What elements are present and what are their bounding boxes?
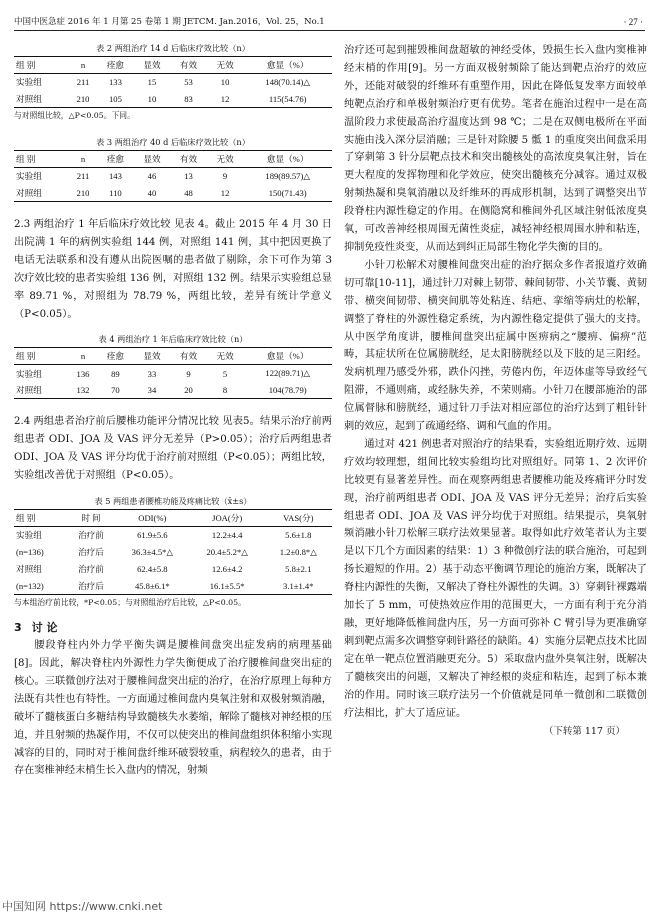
table-row bbox=[14, 74, 332, 91]
table-header-cell: 有效 bbox=[170, 151, 207, 168]
table-cell: 20 bbox=[170, 382, 207, 399]
acupotomy-paragraph: 小针刀松解术对腰椎间盘突出症的治疗据众多作者报道疗效确切可靠[10-11]，通过针刀对棘上韧带、棘间韧带、小关节囊、黄韧带、横突间韧带、横突间肌等处粘连、结疤、挛缩等病灶的松解，调整了脊柱的外源性稳定系统，为内源性稳定提供了强大的支持。从中医学角度讲，腰椎间盘突出症属中医痹病之“腰痹、偏痹”范畴，其症状所在位属膀胱经，足太阳膀胱经以及下肢的足三阳经。发病机理乃感受外邪，跌仆闪挫，劳倦内伤，年迈体虚等导致经气阻滞，不通则痛，或经脉失养，不荣则痛。小针刀在腰部施治的部位属督脉和膀胱经，通过针刀手法对相应部位的治疗达到了粗针针刺的效应，起到了疏通经络、调和气血的作用。 bbox=[344, 259, 647, 433]
table-header-cell: 愈显（%） bbox=[243, 348, 332, 365]
table-cell: 133 bbox=[108, 77, 122, 88]
table-header-cell: 痊愈 bbox=[97, 151, 134, 168]
table-cell: 211 bbox=[76, 171, 90, 182]
table-row bbox=[14, 168, 332, 185]
table-header-cell: 愈显（%） bbox=[243, 57, 332, 74]
table-cell: 实验组 bbox=[16, 77, 42, 88]
table-cell: 20.4±5.2*△ bbox=[206, 546, 248, 557]
table-cell: 115(54.76) bbox=[243, 91, 332, 108]
table-header-row bbox=[14, 348, 332, 365]
table-cell: 210 bbox=[69, 91, 97, 108]
right-column bbox=[344, 42, 647, 740]
table-cell: 13 bbox=[184, 171, 193, 182]
table-cell: 10 bbox=[220, 77, 230, 88]
page-number: · 27 · bbox=[623, 17, 643, 27]
table-header-cell: ODI(%) bbox=[115, 510, 190, 527]
table-4-caption: 表 4 两组治疗 1 年后临床疗效比较（n） bbox=[98, 334, 248, 345]
table-header-cell: 显效 bbox=[134, 348, 171, 365]
table-cell: 189(89.57)△ bbox=[265, 170, 310, 181]
table-header-row bbox=[14, 151, 332, 168]
table-header-cell: 愈显（%） bbox=[243, 151, 332, 168]
table-2-caption: 表 2 两组治疗 14 d 后临床疗效比较（n） bbox=[96, 43, 250, 53]
table-cell: 40 bbox=[134, 185, 171, 202]
table-cell: 33 bbox=[147, 368, 157, 379]
table-4-block bbox=[14, 333, 332, 399]
table-header-row bbox=[14, 510, 332, 527]
table-cell: 1.2±0.8*△ bbox=[279, 546, 317, 557]
table-cell: 122(89.71)△ bbox=[265, 368, 310, 379]
table-cell: 62.4±5.8 bbox=[137, 564, 168, 575]
table-header-cell: 痊愈 bbox=[97, 348, 134, 365]
table-cell: 136 bbox=[76, 368, 90, 379]
results-discussion-paragraph: 通过对 421 例患者对照治疗的结果看，实验组近期疗效、远期疗效均较理想，组间比较实验组均比对照组好。同第 1、2 次评价比较更有显著差异性。而在观察两组患者腰椎功能及疼痛评分时发现，治疗前两组患者 ODI、JOA 及 VAS 评分无差异；治疗后实验组患者 ODI、JOA 及 VAS 评分均优于对照组。结果提示，臭氧射频消融小针刀松解三联疗法效果显著。取得如此疗效笔者认为主要是以下几个方面因素的结果：1）3 种微创疗法的联合施治，可起到扬长避短的作用。2）基于动态平衡调节理论的施治方案，既解决了脊柱内源性的失衡，又解决了脊柱外源性的失调。3）穿刺针裸露端加长了 5 mm，可使热效应作用的范围更大，一方面有利于充分消融，更好地降低椎间盘内压，另一方面可弥补 C 臂引导为更准确穿刺到靶点需多次调整穿刺针路径的缺陷。4）实施分层靶点技术比固定在单一靶点位置消融更充分。5）采取盘内盘外臭氧注射，既解决了髓核突出的问题，又解决了神经根的炎症和粘连，起到了标本兼治的作用。同时该三联疗法另一个价值就是同单一微创和二联微创疗法相比，扩大了适应证。 bbox=[344, 438, 647, 719]
table-cell: 46 bbox=[147, 171, 157, 182]
table-header-cell: 显效 bbox=[134, 57, 171, 74]
table-cell: 5.6±1.8 bbox=[285, 530, 312, 541]
table-header-cell: 痊愈 bbox=[97, 57, 134, 74]
table-cell: 34 bbox=[134, 382, 171, 399]
cnki-watermark: 中国知网 https://www.cnki.net bbox=[2, 900, 163, 913]
table-cell: 对照组 bbox=[14, 382, 69, 399]
discussion-paragraph: 腰段脊柱内外力学平衡失调是腰椎间盘突出症发病的病理基础[8]。因此，解决脊柱内外源性力学失衡便成了治疗腰椎间盘突出症的核心。三联微创疗法对于腰椎间盘突出症的治疗，在治疗原理上每种方法既有共性也有特性。一方面通过椎间盘内臭氧注射和双极射频消融，破坏了髓核蛋白多糖结构导致髓核失水萎缩，解除了髓核对神经根的压迫，并且射频的热凝作用，不仅可以使突出的椎间盘组织体积缩小实现减容的目的，同时对于椎间盘纤维环破裂较重，病程较久的患者，由于存在窦椎神经末梢生长入盘内的情况，射频 bbox=[14, 640, 332, 777]
table-3-caption: 表 3 两组治疗 40 d 后临床疗效比较（n） bbox=[96, 137, 250, 147]
table-header-cell: JOA(分) bbox=[190, 510, 265, 527]
discussion-paragraph-cont: 治疗还可起到摧毁椎间盘超敏的神经受体，毁损生长入盘内窦椎神经末梢的作用[9]。另一方面双极射频除了能达到靶点治疗的效应外，还能对破裂的纤维环有重塑作用，因此在降低复发率方面较单纯靶点治疗和单极射频治疗更有优势。笔者在施治过程中一是在高温阶段力求使最高治疗温度达到 98 ℃；二是在双侧电极所在平面实施由浅入深分层消融；三是针对除腰 5 骶 1 的重度突出间盘采用了穿刺第 3 针分层靶点技术和突出髓核处的高浓度臭氧注射，旨在更大程度的发挥物理和化学效应，使突出髓核充分减容。通过双极射频热凝和臭氧消融以及纤维环的再成形机制，达到了调整突出节段脊柱内源性稳定的作用。在侧隐窝和椎间外孔区域注射低浓度臭氧，可改善神经根周围无菌性炎症，减轻神经根周围水肿和粘连，抑制免疫性炎变，从而达到纠正局部生物化学失衡的目的。 bbox=[344, 45, 647, 253]
table-row bbox=[14, 527, 332, 544]
table-5-block bbox=[14, 495, 332, 609]
table-cell: 211 bbox=[76, 77, 90, 88]
table-cell: 8 bbox=[207, 382, 244, 399]
table-5-note: 与本组治疗前比较，*P<0.05；与对照组治疗后比较，△P<0.05。 bbox=[14, 598, 246, 608]
table-cell: 143 bbox=[108, 171, 122, 182]
table-cell: 132 bbox=[69, 382, 97, 399]
table-cell: 210 bbox=[69, 185, 97, 202]
table-cell: 83 bbox=[170, 91, 207, 108]
table-cell: 150(71.43) bbox=[243, 185, 332, 202]
table-header-cell: VAS(分) bbox=[265, 510, 332, 527]
table-cell: 15 bbox=[147, 77, 157, 88]
table-cell: 对照组 bbox=[14, 91, 69, 108]
table-header-cell: 有效 bbox=[170, 57, 207, 74]
table-header-cell: 组 别 bbox=[14, 510, 67, 527]
table-header-cell: 有效 bbox=[170, 348, 207, 365]
section-title: 讨 论 bbox=[31, 621, 58, 635]
table-cell: 70 bbox=[97, 382, 134, 399]
table-cell: 110 bbox=[97, 185, 134, 202]
table-header-cell: n bbox=[69, 151, 97, 168]
table-row bbox=[14, 544, 332, 561]
table-cell: (n=136) bbox=[16, 547, 44, 558]
table-cell: 16.1±5.5* bbox=[190, 578, 265, 595]
table-cell: 12 bbox=[207, 185, 244, 202]
table-cell: 53 bbox=[184, 77, 193, 88]
table-cell: 对照组 bbox=[16, 564, 42, 575]
table-cell: 48 bbox=[170, 185, 207, 202]
running-header bbox=[14, 15, 645, 31]
table-cell: 5.8±2.1 bbox=[285, 564, 312, 575]
table-row bbox=[14, 382, 332, 399]
table-header-cell: 显效 bbox=[134, 151, 171, 168]
table-2-note: 与对照组比较，△P<0.05。下同。 bbox=[14, 111, 135, 120]
table-row bbox=[14, 365, 332, 382]
table-cell: 89 bbox=[111, 368, 120, 379]
table-cell: 105 bbox=[97, 91, 134, 108]
left-column bbox=[14, 42, 332, 780]
table-cell: (n=132) bbox=[14, 578, 67, 595]
table-3 bbox=[14, 150, 332, 202]
table-row bbox=[14, 561, 332, 578]
section-2-3-paragraph: 2.3 两组治疗 1 年后临床疗效比较 见表 4。截止 2015 年 4 月 30 日出院满 1 年的病例实验组 144 例，对照组 141 例，其中把因更换了电话无法联系和没有遵从出院医嘱的患者做了剔除，余下可作为第 3 次疗效比较的患者实验组 136 例，对照组 132 例。结果示实验组总显率 89.71 %，对照组为 78.79 %，两组比较，差异有统计学意义（P<0.05）。 bbox=[14, 219, 332, 320]
table-2 bbox=[14, 56, 332, 108]
table-header-cell: 组 别 bbox=[14, 151, 69, 168]
table-cell: 5 bbox=[222, 368, 228, 379]
table-cell: 104(78.79) bbox=[243, 382, 332, 399]
table-cell: 12.6±4.2 bbox=[211, 564, 243, 575]
table-cell: 治疗后 bbox=[67, 578, 115, 595]
table-cell: 12 bbox=[207, 91, 244, 108]
table-2-block bbox=[14, 42, 332, 122]
table-cell: 实验组 bbox=[16, 171, 42, 182]
table-header-cell: n bbox=[69, 348, 97, 365]
table-header-cell: 无效 bbox=[207, 151, 244, 168]
table-cell: 3.1±1.4* bbox=[265, 578, 332, 595]
table-header-cell: 无效 bbox=[207, 348, 244, 365]
table-header-row bbox=[14, 57, 332, 74]
table-cell: 9 bbox=[222, 171, 228, 182]
continued-note: （下转第 117 页） bbox=[543, 726, 625, 738]
table-row bbox=[14, 578, 332, 595]
section-number: 3 bbox=[14, 621, 22, 635]
table-header-cell: n bbox=[69, 57, 97, 74]
table-cell: 9 bbox=[186, 368, 191, 379]
table-5-caption: 表 5 两组患者腰椎功能及疼痛比较（x̄±s） bbox=[94, 496, 252, 507]
table-cell: 治疗前 bbox=[78, 564, 104, 575]
table-cell: 12.2±4.4 bbox=[211, 530, 243, 541]
section-2-4-paragraph: 2.4 两组患者治疗前后腰椎功能评分情况比较 见表5。结果示治疗前两组患者 ODI、JOA 及 VAS 评分无差异（P>0.05）；治疗后两组患者 ODI、JOA 及 VAS 评分均优于治疗前对照组（P<0.05）；两组比较，实验组改善优于对照组（P<0.05）。 bbox=[14, 416, 332, 482]
table-cell: 对照组 bbox=[14, 185, 69, 202]
table-3-block bbox=[14, 136, 332, 202]
table-cell: 61.9±5.6 bbox=[137, 530, 168, 541]
table-cell: 实验组 bbox=[16, 530, 42, 541]
table-cell: 实验组 bbox=[16, 368, 42, 379]
table-header-cell: 无效 bbox=[207, 57, 244, 74]
journal-header: 中国中医急症 2016 年 1 月第 25 卷第 1 期 JETCM. Jan.2016，Vol. 25，No.1 bbox=[14, 17, 325, 27]
table-cell: 36.3±4.5*△ bbox=[131, 546, 174, 557]
section-3-heading bbox=[14, 619, 332, 637]
table-cell: 治疗前 bbox=[78, 530, 104, 541]
table-header-cell: 组 别 bbox=[14, 57, 69, 74]
table-row bbox=[14, 185, 332, 202]
table-header-cell: 组 别 bbox=[14, 348, 69, 365]
table-header-cell: 时 间 bbox=[67, 510, 115, 527]
table-cell: 45.8±6.1* bbox=[115, 578, 190, 595]
table-cell: 10 bbox=[134, 91, 171, 108]
table-row bbox=[14, 91, 332, 108]
table-cell: 148(70.14)△ bbox=[265, 76, 310, 87]
table-4 bbox=[14, 347, 332, 399]
table-5 bbox=[14, 509, 332, 595]
table-cell: 治疗后 bbox=[78, 547, 104, 558]
